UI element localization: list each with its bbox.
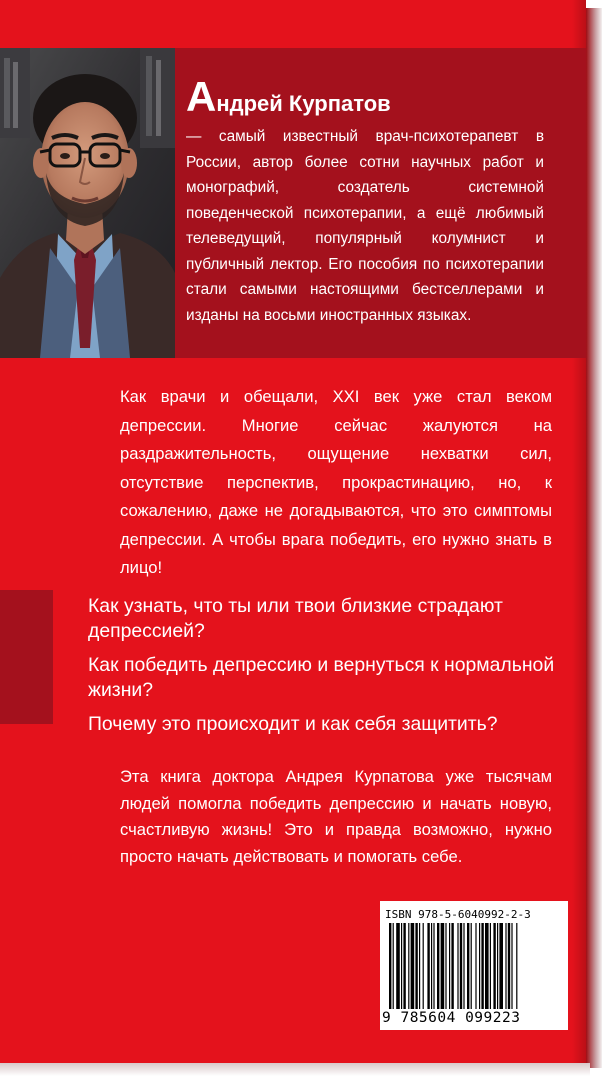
barcode-bar [516, 923, 517, 1009]
author-name-rest: ндрей Курпатов [216, 91, 391, 116]
barcode-bar [471, 923, 472, 1009]
barcode-bar [485, 923, 489, 1009]
barcode-bar [508, 923, 510, 1009]
barcode-bars [389, 923, 561, 1011]
barcode-bar [449, 923, 450, 1009]
barcode-bar [451, 923, 453, 1009]
barcode-bar [396, 923, 400, 1009]
barcode-bar [393, 923, 394, 1009]
barcode-bar [419, 923, 420, 1009]
barcode-digits: 9 785604 099223 [382, 1010, 521, 1026]
barcode-bar [457, 923, 458, 1009]
barcode-bar [475, 923, 476, 1009]
barcode-bar [431, 923, 432, 1009]
barcode-bar [505, 923, 506, 1009]
isbn-label: ISBN 978-5-6040992-2-3 [385, 908, 531, 921]
barcode-bar [467, 923, 469, 1009]
book-bottom-shadow [0, 1063, 590, 1076]
question-item: Почему это происходит и как себя защитить? [88, 713, 498, 735]
decorative-side-block [0, 590, 53, 724]
barcode-bar [463, 923, 464, 1009]
barcode-bar [511, 923, 512, 1009]
author-name-initial: А [186, 73, 217, 120]
barcode-bar [403, 923, 405, 1009]
closing-paragraph: Эта книга доктора Андрея Курпатова уже тысячам людей помогла победить депрессию и начать новую, счастливую жизнь! Это и правда возможно, нужно просто начать действовать и помогать себе. [120, 767, 552, 866]
book-spine-shadow [586, 8, 602, 1068]
barcode-bar [497, 923, 498, 1009]
barcode-bar [408, 923, 409, 1009]
barcode-bar [460, 923, 462, 1009]
question-item: Как победить депрессию и вернуться к нормальной жизни? [88, 654, 555, 701]
barcode-bar [433, 923, 434, 1009]
barcode-bar [445, 923, 446, 1009]
barcode-bar [427, 923, 429, 1009]
barcode-bar [493, 923, 495, 1009]
author-bio: — самый известный врач-психотерапевт в России, автор более сотни научных работ и монографий, создатель системной поведенческой психотерапии, а ещё любимый телеведущий, популярный колумнист и публичный лектор. Его пособия по психотерапии стали самыми настоящими бестселлерами и изданы на восьми иностранных языках. [186, 128, 544, 324]
barcode-box [380, 901, 568, 1030]
barcode-bar [479, 923, 480, 1009]
barcode-bar [411, 923, 415, 1009]
barcode-bar [499, 923, 503, 1009]
questions-list [88, 594, 568, 746]
author-photo [0, 48, 175, 358]
author-name [186, 73, 391, 120]
barcode-bar [415, 923, 417, 1009]
barcode-bar [401, 923, 402, 1009]
barcode-bar [490, 923, 491, 1009]
barcode-bar [423, 923, 424, 1009]
question-item: Как узнать, что ты или твои близкие страдают депрессией? [88, 595, 503, 642]
barcode-bar [441, 923, 445, 1009]
barcode-bar [389, 923, 391, 1009]
barcode-bar [437, 923, 439, 1009]
intro-paragraph: Как врачи и обещали, XXI век уже стал веком депрессии. Многие сейчас жалуются на раздражительность, ощущение нехватки сил, отсутствие перспектив, прокрастинацию, но, к сожалению, даже не догадываются, что это симптомы депрессии. А чтобы врага победить, его нужно знать в лицо! [120, 387, 552, 577]
barcode-bar [481, 923, 483, 1009]
